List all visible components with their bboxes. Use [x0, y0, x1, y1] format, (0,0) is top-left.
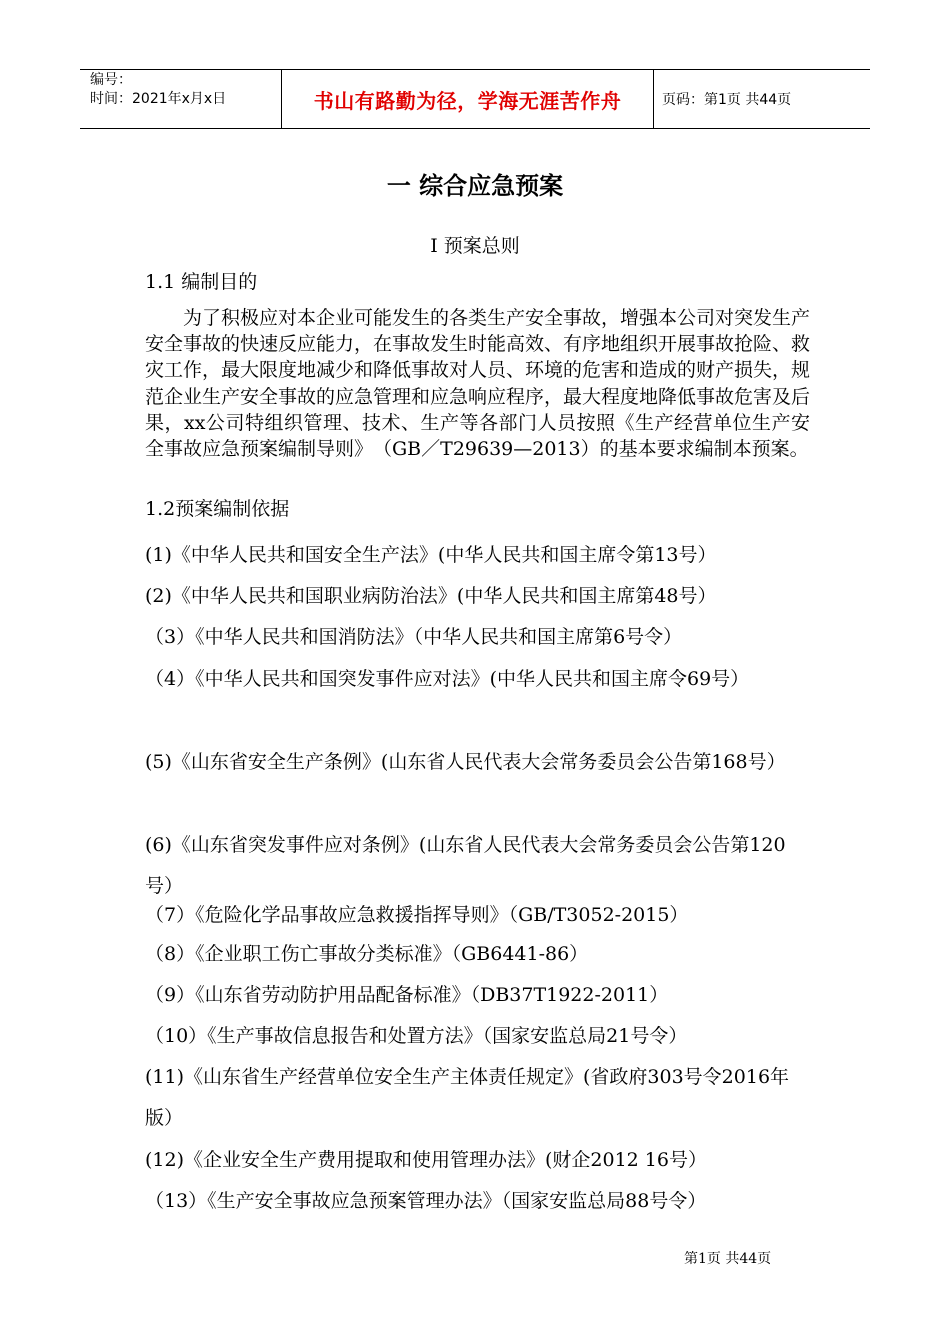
- list-item: （4）《中华人民共和国突发事件应对法》(中华人民共和国主席令69号）: [145, 668, 750, 690]
- paragraph-purpose: 为了积极应对本企业可能发生的各类生产安全事故，增强本公司对突发生产安全事故的快速反应能力，在事故发生时能高效、有序地组织开展事故抢险、救灾工作，最大限度地减少和降低事故对人员、环境的危害和造成的财产损失，规范企业生产安全事故的应急管理和应急响应程序，最大程度地降低事故危害及后果，xx公司特组织管理、技术、生产等各部门人员按照《生产经营单位生产安全事故应急预案编制导则》 （GB／T29639—2013）的基本要求编制本预案。: [145, 307, 811, 461]
- list-item: (11)《山东省生产经营单位安全生产主体责任规定》(省政府303号令2016年版）: [145, 1066, 790, 1129]
- list-item: (6)《山东省突发事件应对条例》(山东省人民代表大会常务委员会公告第120号）: [145, 834, 786, 897]
- header-page-number: 页码：第1页 共44页: [662, 92, 792, 108]
- header-motto: 书山有路勤为径，学海无涯苦作舟: [282, 70, 654, 128]
- list-item: （10）《生产事故信息报告和处置方法》（国家安监总局21号令）: [145, 1025, 688, 1047]
- list-item: (1)《中华人民共和国安全生产法》(中华人民共和国主席令第13号）: [145, 544, 717, 566]
- subsection-heading-1-1: 1.1 编制目的: [145, 271, 258, 293]
- header-meta: [80, 70, 282, 128]
- document-title: 一 综合应急预案: [386, 172, 564, 200]
- list-item: (2)《中华人民共和国职业病防治法》(中华人民共和国主席第48号）: [145, 585, 717, 607]
- number-label: 编号：: [90, 72, 132, 88]
- list-item: （8）《企业职工伤亡事故分类标准》（GB6441-86）: [145, 943, 589, 965]
- list-item: （7）《危险化学品事故应急救援指挥导则》（GB/T3052-2015）: [145, 904, 689, 926]
- subsection-heading-1-2: 1.2预案编制依据: [145, 498, 290, 520]
- list-item: （3）《中华人民共和国消防法》（中华人民共和国主席第6号令）: [145, 626, 683, 648]
- page-header: [80, 69, 870, 129]
- footer-page-number: 第1页 共44页: [684, 1251, 772, 1267]
- list-item: (5)《山东省安全生产条例》(山东省人民代表大会常务委员会公告第168号）: [145, 751, 786, 773]
- list-item: （13）《生产安全事故应急预案管理办法》（国家安监总局88号令）: [145, 1190, 707, 1212]
- list-item: (12)《企业安全生产费用提取和使用管理办法》(财企2012 16号）: [145, 1149, 707, 1171]
- list-item: （9）《山东省劳动防护用品配备标准》（DB37T1922-2011）: [145, 984, 669, 1006]
- time-label: 时间：2021年x月x日: [90, 91, 227, 107]
- section-heading: Ⅰ 预案总则: [430, 235, 520, 257]
